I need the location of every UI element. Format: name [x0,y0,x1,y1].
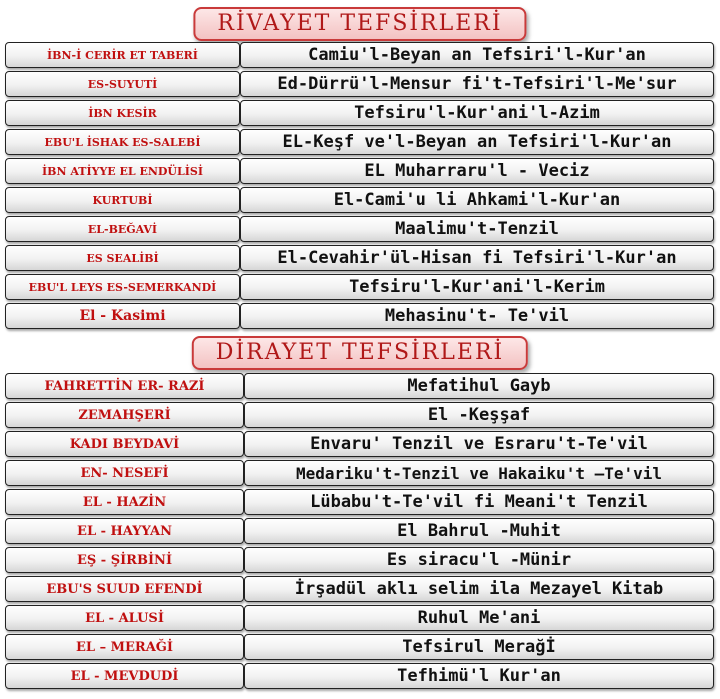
author-cell: EN- NESEFİ [5,460,244,486]
author-cell: EL – MERAĞİ [5,634,244,660]
table-row [5,274,714,300]
author-cell: El - Kasimi [5,303,240,329]
author-cell: EL-BEĞAVİ [5,216,240,242]
table-row [5,489,714,515]
table-row [5,576,714,602]
table-row [5,100,714,126]
author-cell: EL - HAZİN [5,489,244,515]
dirayet-table [5,373,714,692]
author-cell: KADI BEYDAVİ [5,431,244,457]
table-row [5,216,714,242]
table-row [5,71,714,97]
work-cell: Maalimu't-Tenzil [240,216,714,242]
work-cell: Tefsirul Merağİ [244,634,714,660]
work-cell: Tefhimü'l Kur'an [244,663,714,689]
author-cell: ES-SUYUTİ [5,71,240,97]
work-cell: Medariku't-Tenzil ve Hakaiku't –Te'vil [244,460,714,486]
work-cell: Mehasinu't- Te'vil [240,303,714,329]
work-cell: Lübabu't-Te'vil fi Meani't Tenzil [244,489,714,515]
work-cell: İrşadül aklı selim ila Mezayel Kitab [244,576,714,602]
author-cell: EL - MEVDUDİ [5,663,244,689]
dirayet-title: DİRAYET TEFSİRLERİ [215,340,505,365]
work-cell: Ed-Dürrü'l-Mensur fi't-Tefsiri'l-Me'sur [240,71,714,97]
table-row [5,373,714,399]
work-cell: Mefatihul Gayb [244,373,714,399]
work-cell: Ruhul Me'ani [244,605,714,631]
work-cell: Tefsiru'l-Kur'ani'l-Kerim [240,274,714,300]
rivayet-title-banner [193,7,526,41]
dirayet-title-banner [192,336,528,370]
author-cell: İBN ATİYYE EL ENDÜLİSİ [5,158,240,184]
work-cell: El-Cevahir'ül-Hisan fi Tefsiri'l-Kur'an [240,245,714,271]
author-cell: ZEMAHŞERİ [5,402,244,428]
author-cell: KURTUBİ [5,187,240,213]
author-cell: EL - ALUSİ [5,605,244,631]
work-cell: Camiu'l-Beyan an Tefsiri'l-Kur'an [240,42,714,68]
table-row [5,518,714,544]
table-row [5,303,714,329]
table-row [5,158,714,184]
work-cell: Tefsiru'l-Kur'ani'l-Azim [240,100,714,126]
table-row [5,402,714,428]
author-cell: İBN KESİR [5,100,240,126]
author-cell: EBU'S SUUD EFENDİ [5,576,244,602]
work-cell: EL Muharraru'l - Veciz [240,158,714,184]
rivayet-title: RİVAYET TEFSİRLERİ [217,11,503,36]
author-cell: EBU'L İSHAK ES-SALEBİ [5,129,240,155]
table-row [5,129,714,155]
work-cell: El-Cami'u li Ahkami'l-Kur'an [240,187,714,213]
rivayet-table [5,42,714,332]
work-cell: Envaru' Tenzil ve Esraru't-Te'vil [244,431,714,457]
table-row [5,187,714,213]
author-cell: EŞ - ŞİRBİNİ [5,547,244,573]
work-cell: Es siracu'l -Münir [244,547,714,573]
work-cell: EL-Keşf ve'l-Beyan an Tefsiri'l-Kur'an [240,129,714,155]
table-row [5,42,714,68]
author-cell: EL - HAYYAN [5,518,244,544]
author-cell: İBN-İ CERİR ET TABERİ [5,42,240,68]
table-row [5,431,714,457]
table-row [5,663,714,689]
table-row [5,605,714,631]
work-cell: El -Keşşaf [244,402,714,428]
author-cell: ES SEALİBİ [5,245,240,271]
table-row [5,634,714,660]
author-cell: EBU'L LEYS ES-SEMERKANDİ [5,274,240,300]
table-row [5,547,714,573]
work-cell: El Bahrul -Muhit [244,518,714,544]
author-cell: FAHRETTİN ER- RAZİ [5,373,244,399]
table-row [5,245,714,271]
table-row [5,460,714,486]
